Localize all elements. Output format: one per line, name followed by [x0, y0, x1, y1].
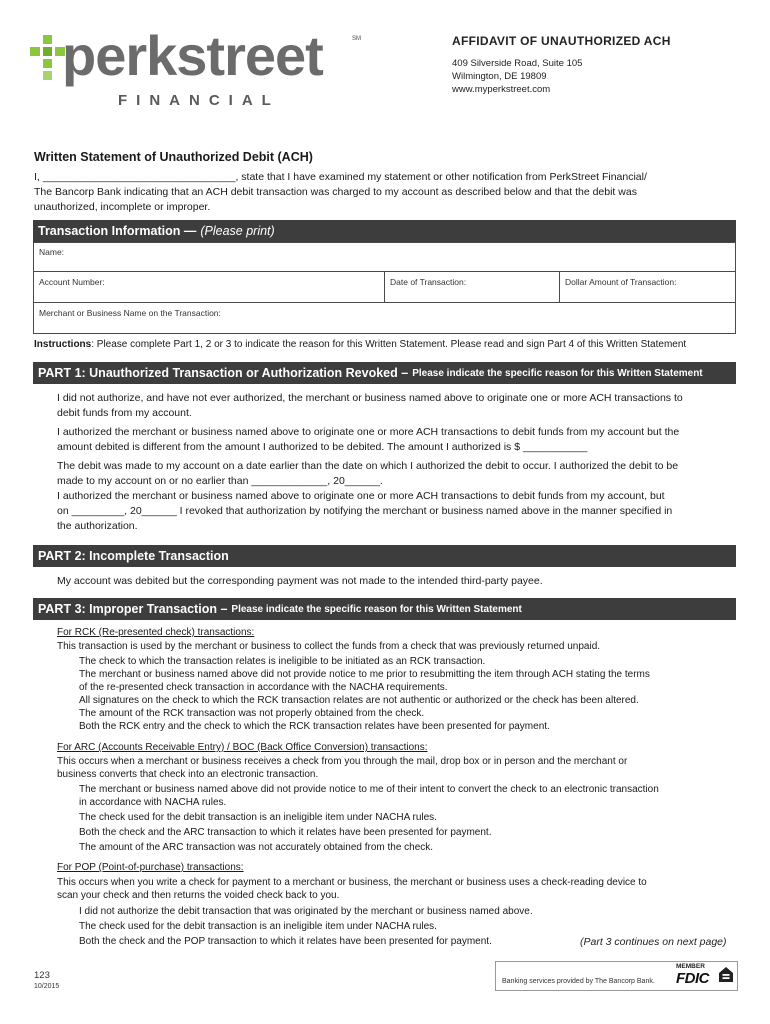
- rck-list: [79, 655, 747, 733]
- part1-line: made to my account on or no earlier than _____________, 20______.: [57, 475, 383, 487]
- fdic-logo: FDIC: [676, 970, 709, 987]
- arc-item: Both the check and the ARC transaction to which it relates have been presented for payment.: [79, 827, 492, 838]
- pop-intro: scan your check and then returns the voided check back to you.: [57, 890, 340, 901]
- transaction-info-note: (Please print): [200, 224, 275, 238]
- address-block: [452, 57, 582, 96]
- arc-item: in accordance with NACHA rules.: [79, 797, 227, 808]
- logo: [30, 22, 360, 114]
- part1-line: The debit was made to my account on a date earlier than the date on which I authorized the debit to occur. I authorized the debit to be: [57, 460, 679, 472]
- merchant-name-label: Merchant or Business Name on the Transaction:: [39, 308, 221, 318]
- part3-rck: [57, 626, 747, 733]
- document-title: AFFIDAVIT OF UNAUTHORIZED ACH: [452, 34, 671, 48]
- transaction-info-title: Transaction Information —: [38, 224, 197, 238]
- rck-item: of the re-presented check transaction in accordance with the NACHA requirements.: [79, 682, 448, 693]
- arc-item: The merchant or business named above did not provide notice to me of their intent to convert the check to an electronic transaction: [79, 784, 659, 795]
- arc-item: The amount of the ARC transaction was not accurately obtained from the check.: [79, 842, 434, 853]
- part2-bar: [33, 545, 736, 567]
- arc-intro: This occurs when a merchant or business receives a check from you through the mail, drop box or in person and the merchant or: [57, 756, 628, 767]
- address-line-1: 409 Silverside Road, Suite 105: [452, 58, 583, 69]
- statement-title: Written Statement of Unauthorized Debit (ACH): [34, 150, 313, 164]
- rck-item: The check to which the transaction relates is ineligible to be initiated as an RCK transaction.: [79, 656, 486, 667]
- arc-list: [79, 783, 747, 854]
- arc-intro: business converts that check into an electronic transaction.: [57, 769, 319, 780]
- rck-item: The merchant or business named above did not provide notice to me prior to resubmitting the item through ACH stating the terms: [79, 669, 650, 680]
- part3-pop: [57, 861, 747, 948]
- logo-financial: FINANCIAL: [118, 92, 280, 109]
- logo-mark-icon: [30, 35, 66, 85]
- instructions-text: : Please complete Part 1, 2 or 3 to indicate the reason for this Written Statement. Please read and sign Part 4 of this Written Statement: [91, 339, 687, 350]
- rck-item: Both the RCK entry and the check to which the RCK transaction relates have been presented for payment.: [79, 721, 550, 732]
- part1-options: [57, 391, 747, 534]
- pop-intro: This occurs when you write a check for payment to a merchant or business, the merchant or business uses a check-reading device to: [57, 877, 647, 888]
- part1-line: I did not authorize, and have not ever authorized, the merchant or business named above to originate one or more ACH transactions to: [57, 392, 683, 404]
- pop-item: The check used for the debit transaction is an ineligible item under NACHA rules.: [79, 921, 437, 932]
- part1-title: PART 1: Unauthorized Transaction or Authorization Revoked –: [38, 366, 409, 380]
- pop-item: Both the check and the POP transaction to which it relates have been presented for payment.: [79, 936, 492, 947]
- account-number-label: Account Number:: [39, 277, 105, 287]
- dollar-amount-label: Dollar Amount of Transaction:: [565, 277, 677, 287]
- part3-subtitle: Please indicate the specific reason for this Written Statement: [231, 603, 522, 615]
- instructions: [34, 339, 686, 350]
- part1-line: I authorized the merchant or business named above to originate one or more ACH transactions to debit funds from my account but the: [57, 426, 680, 438]
- part1-subtitle: Please indicate the specific reason for this Written Statement: [412, 367, 703, 379]
- arc-item: The check used for the debit transaction is an ineligible item under NACHA rules.: [79, 812, 437, 823]
- merchant-name-field[interactable]: [33, 302, 736, 334]
- pop-item: I did not authorize the debit transaction that was originated by the merchant or business named above.: [79, 906, 533, 917]
- member-label: MEMBER: [676, 963, 705, 970]
- transaction-date-field[interactable]: [384, 271, 560, 303]
- part1-line: debit funds from my account.: [57, 407, 192, 419]
- part1-line: the authorization.: [57, 520, 138, 532]
- pop-heading: For POP (Point-of-purchase) transactions:: [57, 862, 244, 873]
- rck-heading: For RCK (Re-presented check) transactions:: [57, 627, 255, 638]
- account-number-field[interactable]: [33, 271, 385, 303]
- rck-item: All signatures on the check to which the RCK transaction relates are not authentic or authorized or the check has been altered.: [79, 695, 639, 706]
- part2-title: PART 2: Incomplete Transaction: [38, 549, 229, 563]
- equal-housing-icon: [718, 966, 734, 984]
- statement-line: unauthorized, incomplete or improper.: [34, 201, 211, 213]
- name-label: Name:: [39, 247, 65, 257]
- part3-bar: [33, 598, 736, 620]
- banking-note: Banking services provided by The Bancorp Bank.: [502, 978, 655, 985]
- footer-badge: [495, 961, 738, 991]
- continues-note: (Part 3 continues on next page): [580, 936, 727, 948]
- instructions-label: Instructions: [34, 339, 92, 350]
- name-field[interactable]: [33, 242, 736, 272]
- website: www.myperkstreet.com: [452, 84, 551, 95]
- dollar-amount-field[interactable]: [559, 271, 736, 303]
- logo-wordmark: perkstreet: [62, 24, 323, 87]
- rck-item: The amount of the RCK transaction was not properly obtained from the check.: [79, 708, 425, 719]
- statement-line: The Bancorp Bank indicating that an ACH debit transaction was charged to my account as described below and that the debit was: [34, 186, 637, 198]
- transaction-info-bar: [33, 220, 736, 242]
- statement-line: I, _________________________________, state that I have examined my statement or other notification from PerkStreet Financial/: [34, 171, 647, 183]
- rck-intro: This transaction is used by the merchant or business to collect the funds from a check that was previously returned unpaid.: [57, 641, 601, 652]
- part2-text: My account was debited but the corresponding payment was not made to the intended third-party payee.: [57, 575, 543, 587]
- part1-line: I authorized the merchant or business named above to originate one or more ACH transactions to debit funds from my account, but: [57, 490, 665, 502]
- statement-text: [34, 170, 744, 215]
- arc-heading: For ARC (Accounts Receivable Entry) / BOC (Back Office Conversion) transactions:: [57, 742, 428, 753]
- part1-bar: [33, 362, 736, 384]
- part1-line: on _________, 20______ I revoked that authorization by notifying the merchant or business named above in the manner specified in: [57, 505, 673, 517]
- part3-title: PART 3: Improper Transaction –: [38, 602, 228, 616]
- form-date: 10/2015: [34, 983, 60, 990]
- transaction-date-label: Date of Transaction:: [390, 277, 467, 287]
- part3-arc: [57, 741, 747, 854]
- form-number: 123: [34, 970, 50, 981]
- address-line-2: Wilmington, DE 19809: [452, 71, 547, 82]
- service-mark: SM: [352, 36, 361, 42]
- part1-line: amount debited is different from the amount I authorized to be debited. The amount I authorized is $ ___________: [57, 441, 588, 453]
